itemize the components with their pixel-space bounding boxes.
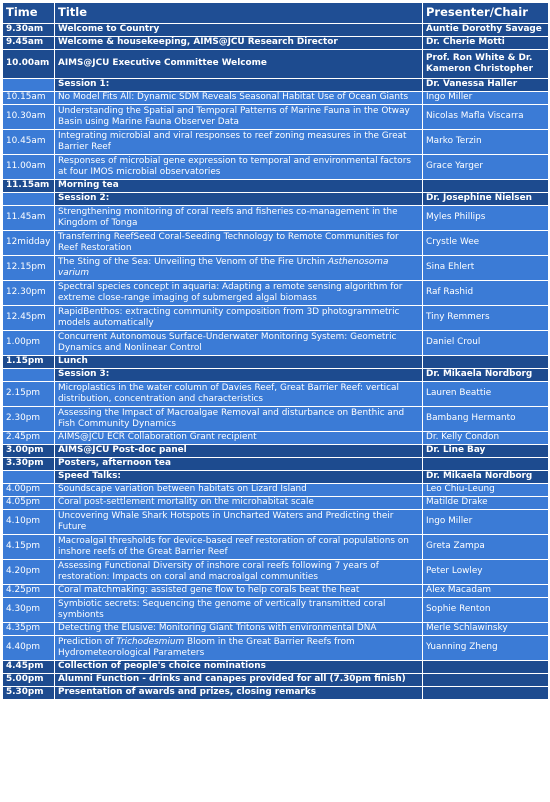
time-cell: 4.20pm <box>3 560 54 584</box>
schedule-row <box>3 432 548 444</box>
schedule-row <box>3 484 548 496</box>
session-title: Session 1: <box>55 79 422 91</box>
presenter-cell: Myles Phillips <box>423 206 548 230</box>
presenter-cell <box>423 687 548 699</box>
schedule-row <box>3 407 548 431</box>
session-title: Speed Talks: <box>55 471 422 483</box>
time-cell: 4.40pm <box>3 636 54 660</box>
schedule-row <box>3 687 548 699</box>
title-text: Prediction of <box>58 636 117 647</box>
schedule-row <box>3 458 548 470</box>
header-row <box>3 3 548 23</box>
presenter-cell: Merle Schlawinsky <box>423 623 548 635</box>
presenter-cell: Nicolas Mafla Viscarra <box>423 105 548 129</box>
title-cell: Responses of microbial gene expression to temporal and environmental factors at four IMOS microbial observatories <box>55 155 422 179</box>
title-cell: Symbiotic secrets: Sequencing the genome of vertically transmitted coral symbionts <box>55 598 422 622</box>
header-time: Time <box>3 3 54 23</box>
title-cell: RapidBenthos: extracting community composition from 3D photogrammetric models automatically <box>55 306 422 330</box>
schedule-row <box>3 510 548 534</box>
time-cell: 4.10pm <box>3 510 54 534</box>
header-title: Title <box>55 3 422 23</box>
presenter-cell: Peter Lowley <box>423 560 548 584</box>
title-cell: Detecting the Elusive: Monitoring Giant Tritons with environmental DNA <box>55 623 422 635</box>
schedule-row <box>3 598 548 622</box>
title-cell: Uncovering Whale Shark Hotspots in Uncharted Waters and Predicting their Future <box>55 510 422 534</box>
time-cell <box>3 193 54 205</box>
schedule-row <box>3 105 548 129</box>
time-cell: 4.25pm <box>3 585 54 597</box>
time-cell: 11.00am <box>3 155 54 179</box>
presenter-cell: Matilde Drake <box>423 497 548 509</box>
schedule-row <box>3 497 548 509</box>
time-cell: 1.00pm <box>3 331 54 355</box>
presenter-cell: Prof. Ron White & Dr. Kameron Christopher <box>423 50 548 78</box>
title-cell: Integrating microbial and viral responses to reef zoning measures in the Great Barrier Reef <box>55 130 422 154</box>
title-cell: AIMS@JCU ECR Collaboration Grant recipient <box>55 432 422 444</box>
presenter-cell: Greta Zampa <box>423 535 548 559</box>
time-cell: 10.15am <box>3 92 54 104</box>
presenter-cell <box>423 180 548 192</box>
time-cell: 10.30am <box>3 105 54 129</box>
title-cell: Lunch <box>55 356 422 368</box>
presenter-cell: Auntie Dorothy Savage <box>423 24 548 36</box>
species-name: Trichodesmium <box>116 636 185 647</box>
time-cell: 3.30pm <box>3 458 54 470</box>
schedule-row <box>3 24 548 36</box>
presenter-cell: Crystle Wee <box>423 231 548 255</box>
title-cell: Assessing the Impact of Macroalgae Removal and disturbance on Benthic and Fish Community Dynamics <box>55 407 422 431</box>
presenter-cell: Dr. Line Bay <box>423 445 548 457</box>
schedule-row <box>3 50 548 78</box>
time-cell <box>3 471 54 483</box>
time-cell: 2.15pm <box>3 382 54 406</box>
session-chair: Dr. Josephine Nielsen <box>423 193 548 205</box>
presenter-cell <box>423 661 548 673</box>
title-cell: Collection of people's choice nominations <box>55 661 422 673</box>
time-cell: 11.15am <box>3 180 54 192</box>
title-cell: No Model Fits All: Dynamic SDM Reveals Seasonal Habitat Use of Ocean Giants <box>55 92 422 104</box>
time-cell: 4.30pm <box>3 598 54 622</box>
presenter-cell: Raf Rashid <box>423 281 548 305</box>
time-cell: 4.00pm <box>3 484 54 496</box>
schedule-row <box>3 382 548 406</box>
presenter-cell <box>423 356 548 368</box>
title-cell: Spectral species concept in aquaria: Adapting a remote sensing algorithm for extreme close-range imaging of submerged algal biomass <box>55 281 422 305</box>
time-cell: 12.45pm <box>3 306 54 330</box>
session-row <box>3 193 548 205</box>
title-text-end: Bloom in the Great Barrier Reefs from Hydrometeorological Parameters <box>58 636 355 658</box>
time-cell <box>3 79 54 91</box>
schedule-row <box>3 623 548 635</box>
title-cell: Coral matchmaking: assisted gene flow to help corals beat the heat <box>55 585 422 597</box>
title-cell: Concurrent Autonomous Surface-Underwater Monitoring System: Geometric Dynamics and Nonlinear Control <box>55 331 422 355</box>
presenter-cell: Yuanning Zheng <box>423 636 548 660</box>
presenter-cell: Tiny Remmers <box>423 306 548 330</box>
time-cell: 9.30am <box>3 24 54 36</box>
session-row <box>3 471 548 483</box>
time-cell: 5.30pm <box>3 687 54 699</box>
title-cell: Morning tea <box>55 180 422 192</box>
header-presenter: Presenter/Chair <box>423 3 548 23</box>
schedule-row <box>3 356 548 368</box>
title-cell: Welcome & housekeeping, AIMS@JCU Research Director <box>55 37 422 49</box>
presenter-cell: Daniel Croul <box>423 331 548 355</box>
time-cell: 2.45pm <box>3 432 54 444</box>
time-cell: 10.45am <box>3 130 54 154</box>
title-cell: AIMS@JCU Post-doc panel <box>55 445 422 457</box>
title-cell: Microplastics in the water column of Davies Reef, Great Barrier Reef: vertical distribution, concentration and characteristics <box>55 382 422 406</box>
session-chair: Dr. Mikaela Nordborg <box>423 369 548 381</box>
presenter-cell: Dr. Kelly Condon <box>423 432 548 444</box>
title-cell: Alumni Function - drinks and canapes provided for all (7.30pm finish) <box>55 674 422 686</box>
time-cell: 4.35pm <box>3 623 54 635</box>
session-row <box>3 79 548 91</box>
time-cell: 4.45pm <box>3 661 54 673</box>
time-cell: 12midday <box>3 231 54 255</box>
title-cell: Welcome to Country <box>55 24 422 36</box>
schedule-row <box>3 256 548 280</box>
title-cell: Strengthening monitoring of coral reefs and fisheries co-management in the Kingdom of Tonga <box>55 206 422 230</box>
session-title: Session 3: <box>55 369 422 381</box>
time-cell: 9.45am <box>3 37 54 49</box>
schedule-row <box>3 37 548 49</box>
title-cell: Macroalgal thresholds for device-based reef restoration of coral populations on inshore reefs of the Great Barrier Reef <box>55 535 422 559</box>
schedule-row <box>3 281 548 305</box>
schedule-row <box>3 206 548 230</box>
title-cell: Presentation of awards and prizes, closing remarks <box>55 687 422 699</box>
time-cell: 4.15pm <box>3 535 54 559</box>
title-cell: AIMS@JCU Executive Committee Welcome <box>55 50 422 78</box>
presenter-cell: Dr. Cherie Motti <box>423 37 548 49</box>
title-cell: Transferring ReefSeed Coral-Seeding Technology to Remote Communities for Reef Restoration <box>55 231 422 255</box>
schedule-row <box>3 306 548 330</box>
time-cell: 1.15pm <box>3 356 54 368</box>
schedule-row <box>3 130 548 154</box>
schedule-row <box>3 231 548 255</box>
time-cell: 5.00pm <box>3 674 54 686</box>
presenter-cell <box>423 458 548 470</box>
schedule-row <box>3 92 548 104</box>
schedule-row <box>3 155 548 179</box>
time-cell: 3.00pm <box>3 445 54 457</box>
schedule-row <box>3 535 548 559</box>
time-cell: 4.05pm <box>3 497 54 509</box>
schedule-row <box>3 636 548 660</box>
schedule-row <box>3 674 548 686</box>
time-cell: 10.00am <box>3 50 54 78</box>
time-cell: 12.30pm <box>3 281 54 305</box>
presenter-cell <box>423 674 548 686</box>
session-chair: Dr. Mikaela Nordborg <box>423 471 548 483</box>
session-row <box>3 369 548 381</box>
time-cell: 11.45am <box>3 206 54 230</box>
schedule-row <box>3 331 548 355</box>
schedule-row <box>3 445 548 457</box>
presenter-cell: Lauren Beattie <box>423 382 548 406</box>
presenter-cell: Sina Ehlert <box>423 256 548 280</box>
time-cell: 2.30pm <box>3 407 54 431</box>
presenter-cell: Alex Macadam <box>423 585 548 597</box>
presenter-cell: Ingo Miller <box>423 510 548 534</box>
session-title: Session 2: <box>55 193 422 205</box>
title-cell: Coral post-settlement mortality on the microhabitat scale <box>55 497 422 509</box>
schedule-row <box>3 560 548 584</box>
schedule-row <box>3 180 548 192</box>
title-cell <box>55 256 422 280</box>
presenter-cell: Bambang Hermanto <box>423 407 548 431</box>
time-cell <box>3 369 54 381</box>
presenter-cell: Leo Chiu-Leung <box>423 484 548 496</box>
schedule-row <box>3 661 548 673</box>
title-cell <box>55 636 422 660</box>
title-cell: Assessing Functional Diversity of inshore coral reefs following 7 years of restoration: Impacts on coral and macroalgal communities <box>55 560 422 584</box>
session-chair: Dr. Vanessa Haller <box>423 79 548 91</box>
title-cell: Posters, afternoon tea <box>55 458 422 470</box>
title-cell: Soundscape variation between habitats on Lizard Island <box>55 484 422 496</box>
presenter-cell: Sophie Renton <box>423 598 548 622</box>
species-name: Asthenosoma varium <box>58 256 389 278</box>
title-cell: Understanding the Spatial and Temporal Patterns of Marine Fauna in the Otway Basin using Marine Fauna Observer Data <box>55 105 422 129</box>
title-text: The Sting of the Sea: Unveiling the Venom of the Fire Urchin <box>58 256 328 267</box>
schedule-table <box>2 2 549 700</box>
presenter-cell: Ingo Miller <box>423 92 548 104</box>
time-cell: 12.15pm <box>3 256 54 280</box>
presenter-cell: Grace Yarger <box>423 155 548 179</box>
schedule-row <box>3 585 548 597</box>
presenter-cell: Marko Terzin <box>423 130 548 154</box>
